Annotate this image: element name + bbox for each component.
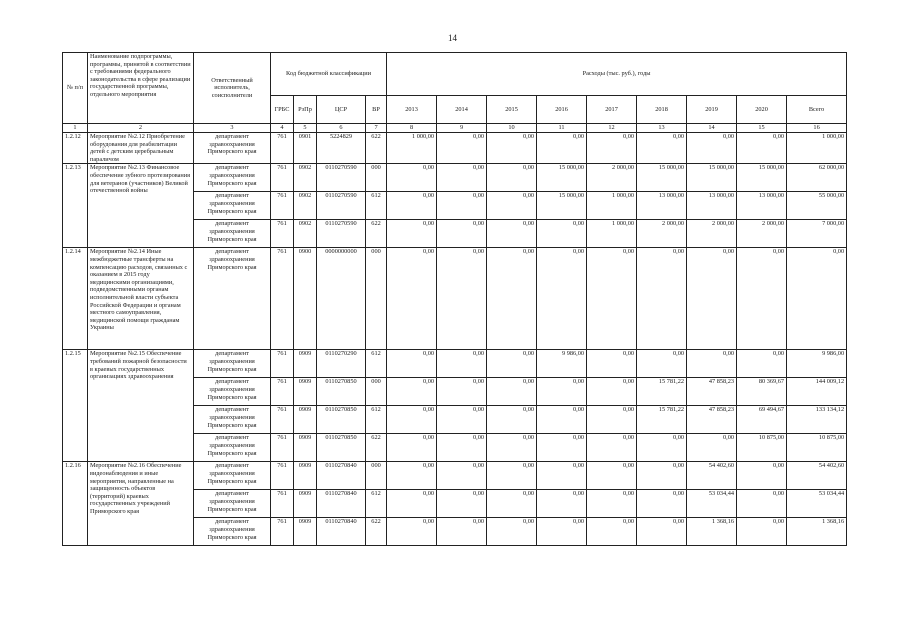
table-row <box>63 133 847 164</box>
total-value: 55 000,00 <box>787 192 847 220</box>
year-value: 0,00 <box>437 192 487 220</box>
grbs-code: 761 <box>271 490 294 518</box>
year-value: 0,00 <box>487 192 537 220</box>
year-value: 0,00 <box>537 434 587 462</box>
csr-code: 0110270850 <box>317 378 366 406</box>
year-value: 0,00 <box>587 133 637 164</box>
year-value: 0,00 <box>437 248 487 350</box>
year-value: 15 781,22 <box>637 378 687 406</box>
rzpr-code: 0909 <box>294 378 317 406</box>
responsible-executor: департамент здравоохранения Приморского края <box>194 406 271 434</box>
year-value: 0,00 <box>387 406 437 434</box>
responsible-executor: департамент здравоохранения Приморского края <box>194 164 271 192</box>
subheader-cell: ГРБС <box>271 96 294 124</box>
csr-code: 0110270850 <box>317 406 366 434</box>
column-number-cell: 15 <box>737 124 787 133</box>
column-number-cell: 12 <box>587 124 637 133</box>
vr-code: 612 <box>366 490 387 518</box>
vr-code: 622 <box>366 434 387 462</box>
subheader-cell: 2016 <box>537 96 587 124</box>
year-value: 0,00 <box>487 248 537 350</box>
vr-code: 000 <box>366 378 387 406</box>
year-value: 0,00 <box>587 350 637 378</box>
subheader-cell: 2018 <box>637 96 687 124</box>
year-value: 0,00 <box>587 462 637 490</box>
vr-code: 622 <box>366 133 387 164</box>
total-value: 7 000,00 <box>787 220 847 248</box>
year-value: 15 000,00 <box>637 164 687 192</box>
grbs-code: 761 <box>271 462 294 490</box>
activity-name: Мероприятие №2.16 Обеспечение видеонаблюдения и иные мероприятия, направленные на защищенность объектов (территорий) краевых государственных учреждений Приморского края <box>88 462 194 546</box>
year-value: 1 000,00 <box>587 220 637 248</box>
csr-code: 0110270590 <box>317 220 366 248</box>
subheader-cell: 2017 <box>587 96 637 124</box>
column-number-cell: 1 <box>63 124 88 133</box>
rzpr-code: 0909 <box>294 350 317 378</box>
year-value: 0,00 <box>387 192 437 220</box>
grbs-code: 761 <box>271 192 294 220</box>
rzpr-code: 0901 <box>294 133 317 164</box>
year-value: 0,00 <box>637 434 687 462</box>
year-value: 0,00 <box>687 350 737 378</box>
year-value: 0,00 <box>537 406 587 434</box>
year-value: 0,00 <box>437 462 487 490</box>
row-number: 1.2.14 <box>63 248 88 350</box>
csr-code: 0110270850 <box>317 434 366 462</box>
csr-code: 0000000000 <box>317 248 366 350</box>
year-value: 0,00 <box>587 248 637 350</box>
year-value: 0,00 <box>487 133 537 164</box>
grbs-code: 761 <box>271 378 294 406</box>
column-number-cell: 2 <box>88 124 194 133</box>
csr-code: 0110270290 <box>317 350 366 378</box>
year-value: 0,00 <box>387 518 437 546</box>
year-value: 0,00 <box>387 434 437 462</box>
rzpr-code: 0902 <box>294 220 317 248</box>
year-value: 15 000,00 <box>687 164 737 192</box>
year-value: 0,00 <box>587 434 637 462</box>
column-number-cell: 11 <box>537 124 587 133</box>
column-number-cell: 4 <box>271 124 294 133</box>
responsible-executor: департамент здравоохранения Приморского края <box>194 378 271 406</box>
year-value: 0,00 <box>737 462 787 490</box>
year-value: 0,00 <box>487 350 537 378</box>
activity-name: Мероприятие №2.13 Финансовое обеспечение зубного протезирования для ветеранов (участников) Великой отечественной войны <box>88 164 194 248</box>
year-value: 15 000,00 <box>537 192 587 220</box>
vr-code: 622 <box>366 220 387 248</box>
year-value: 0,00 <box>487 518 537 546</box>
column-number-cell: 7 <box>366 124 387 133</box>
year-value: 0,00 <box>437 378 487 406</box>
rzpr-code: 0900 <box>294 248 317 350</box>
total-value: 1 000,00 <box>787 133 847 164</box>
year-value: 1 368,16 <box>687 518 737 546</box>
year-value: 0,00 <box>687 248 737 350</box>
grbs-code: 761 <box>271 350 294 378</box>
rzpr-code: 0902 <box>294 192 317 220</box>
year-value: 0,00 <box>387 220 437 248</box>
csr-code: 0110270840 <box>317 518 366 546</box>
grbs-code: 761 <box>271 220 294 248</box>
table-header <box>63 53 847 133</box>
year-value: 1 000,00 <box>387 133 437 164</box>
year-value: 0,00 <box>737 248 787 350</box>
year-value: 15 000,00 <box>537 164 587 192</box>
row-number: 1.2.13 <box>63 164 88 248</box>
year-value: 0,00 <box>487 164 537 192</box>
year-value: 0,00 <box>437 490 487 518</box>
total-value: 53 034,44 <box>787 490 847 518</box>
year-value: 2 000,00 <box>687 220 737 248</box>
year-value: 13 000,00 <box>687 192 737 220</box>
budget-table <box>62 52 847 546</box>
column-number-cell: 6 <box>317 124 366 133</box>
year-value: 0,00 <box>537 490 587 518</box>
year-value: 0,00 <box>487 490 537 518</box>
table-row <box>63 164 847 192</box>
year-value: 0,00 <box>537 518 587 546</box>
year-value: 0,00 <box>637 490 687 518</box>
table-row <box>63 350 847 378</box>
year-value: 0,00 <box>637 518 687 546</box>
grbs-code: 761 <box>271 406 294 434</box>
subheader-cell: 2019 <box>687 96 737 124</box>
year-value: 47 858,23 <box>687 378 737 406</box>
responsible-executor: департамент здравоохранения Приморского края <box>194 192 271 220</box>
year-value: 0,00 <box>737 350 787 378</box>
rzpr-code: 0902 <box>294 164 317 192</box>
column-number-cell: 16 <box>787 124 847 133</box>
rzpr-code: 0909 <box>294 406 317 434</box>
subheader-cell: 2020 <box>737 96 787 124</box>
year-value: 0,00 <box>537 462 587 490</box>
table-row <box>63 248 847 350</box>
year-value: 9 986,00 <box>537 350 587 378</box>
column-number-cell: 13 <box>637 124 687 133</box>
header-col-responsible: Ответственный исполнитель, соисполнители <box>194 53 271 124</box>
total-value: 1 368,16 <box>787 518 847 546</box>
year-value: 13 000,00 <box>737 192 787 220</box>
column-number-cell: 10 <box>487 124 537 133</box>
year-value: 0,00 <box>487 220 537 248</box>
year-value: 0,00 <box>587 378 637 406</box>
total-value: 62 000,00 <box>787 164 847 192</box>
year-value: 0,00 <box>437 220 487 248</box>
year-value: 0,00 <box>587 490 637 518</box>
csr-code: 5224829 <box>317 133 366 164</box>
year-value: 47 858,23 <box>687 406 737 434</box>
responsible-executor: департамент здравоохранения Приморского края <box>194 462 271 490</box>
year-value: 0,00 <box>387 378 437 406</box>
total-value: 54 402,60 <box>787 462 847 490</box>
year-value: 0,00 <box>437 518 487 546</box>
responsible-executor: департамент здравоохранения Приморского края <box>194 220 271 248</box>
column-number-cell: 14 <box>687 124 737 133</box>
year-value: 2 000,00 <box>737 220 787 248</box>
csr-code: 0110270590 <box>317 192 366 220</box>
year-value: 0,00 <box>437 133 487 164</box>
year-value: 0,00 <box>387 350 437 378</box>
rzpr-code: 0909 <box>294 490 317 518</box>
activity-name: Мероприятие №2.15 Обеспечение требований пожарной безопасности в краевых государственных организациях здравоохранения <box>88 350 194 462</box>
row-number: 1.2.12 <box>63 133 88 164</box>
year-value: 0,00 <box>387 248 437 350</box>
year-value: 0,00 <box>487 406 537 434</box>
rzpr-code: 0909 <box>294 462 317 490</box>
year-value: 0,00 <box>687 133 737 164</box>
subheader-cell: 2015 <box>487 96 537 124</box>
header-col-name: Наименование подпрограммы, программы, принятой в соответствии с требованиями федерального законодательства в сфере реализации государственной программы, отдельного мероприятия <box>88 53 194 124</box>
year-value: 0,00 <box>737 133 787 164</box>
year-value: 80 369,67 <box>737 378 787 406</box>
header-col-budget-code: Код бюджетной классификации <box>271 53 387 96</box>
table-row <box>63 462 847 490</box>
column-number-cell: 9 <box>437 124 487 133</box>
rzpr-code: 0909 <box>294 518 317 546</box>
csr-code: 0110270840 <box>317 462 366 490</box>
header-col-no: № п/п <box>63 53 88 124</box>
responsible-executor: департамент здравоохранения Приморского края <box>194 434 271 462</box>
year-value: 0,00 <box>637 462 687 490</box>
year-value: 0,00 <box>437 350 487 378</box>
grbs-code: 761 <box>271 248 294 350</box>
total-value: 10 875,00 <box>787 434 847 462</box>
subheader-cell: ВР <box>366 96 387 124</box>
subheader-cell: РзПр <box>294 96 317 124</box>
year-value: 2 000,00 <box>587 164 637 192</box>
activity-name: Мероприятие №2.12 Приобретение оборудования для реабилитации детей с детским церебральным параличом <box>88 133 194 164</box>
year-value: 54 402,60 <box>687 462 737 490</box>
responsible-executor: департамент здравоохранения Приморского края <box>194 133 271 164</box>
grbs-code: 761 <box>271 133 294 164</box>
year-value: 0,00 <box>637 133 687 164</box>
subheader-cell: 2014 <box>437 96 487 124</box>
year-value: 0,00 <box>537 133 587 164</box>
total-value: 144 009,12 <box>787 378 847 406</box>
year-value: 0,00 <box>537 378 587 406</box>
year-value: 15 000,00 <box>737 164 787 192</box>
year-value: 0,00 <box>537 248 587 350</box>
rzpr-code: 0909 <box>294 434 317 462</box>
year-value: 0,00 <box>637 248 687 350</box>
vr-code: 612 <box>366 406 387 434</box>
total-value: 9 986,00 <box>787 350 847 378</box>
vr-code: 622 <box>366 518 387 546</box>
year-value: 0,00 <box>487 462 537 490</box>
responsible-executor: департамент здравоохранения Приморского края <box>194 350 271 378</box>
grbs-code: 761 <box>271 434 294 462</box>
year-value: 0,00 <box>437 164 487 192</box>
total-value: 133 134,12 <box>787 406 847 434</box>
total-value: 0,00 <box>787 248 847 350</box>
vr-code: 612 <box>366 350 387 378</box>
responsible-executor: департамент здравоохранения Приморского края <box>194 490 271 518</box>
year-value: 0,00 <box>437 406 487 434</box>
year-value: 0,00 <box>737 490 787 518</box>
year-value: 0,00 <box>387 490 437 518</box>
vr-code: 000 <box>366 164 387 192</box>
grbs-code: 761 <box>271 164 294 192</box>
subheader-cell: 2013 <box>387 96 437 124</box>
year-value: 53 034,44 <box>687 490 737 518</box>
vr-code: 000 <box>366 462 387 490</box>
row-number: 1.2.15 <box>63 350 88 462</box>
year-value: 0,00 <box>637 350 687 378</box>
subheader-cell: ЦСР <box>317 96 366 124</box>
row-number: 1.2.16 <box>63 462 88 546</box>
year-value: 0,00 <box>587 406 637 434</box>
year-value: 0,00 <box>487 434 537 462</box>
year-value: 0,00 <box>437 434 487 462</box>
column-number-cell: 5 <box>294 124 317 133</box>
year-value: 15 781,22 <box>637 406 687 434</box>
vr-code: 612 <box>366 192 387 220</box>
year-value: 69 494,67 <box>737 406 787 434</box>
table-body <box>63 133 847 546</box>
column-number-cell: 3 <box>194 124 271 133</box>
year-value: 1 000,00 <box>587 192 637 220</box>
responsible-executor: департамент здравоохранения Приморского края <box>194 248 271 350</box>
year-value: 13 000,00 <box>637 192 687 220</box>
activity-name: Мероприятие №2.14 Иные межбюджетные трансферты на компенсацию расходов, связанных с оказанием в 2015 году медицинскими организациями, подведомственными органам исполнительной власти субъекта Российской Федерации и органам местного самоуправления, медицинской помощи гражданам Украины <box>88 248 194 350</box>
year-value: 0,00 <box>387 462 437 490</box>
responsible-executor: департамент здравоохранения Приморского края <box>194 518 271 546</box>
year-value: 0,00 <box>737 518 787 546</box>
year-value: 0,00 <box>587 518 637 546</box>
csr-code: 0110270590 <box>317 164 366 192</box>
column-number-row <box>63 124 847 133</box>
page-number: 14 <box>448 33 457 43</box>
year-value: 0,00 <box>487 378 537 406</box>
subheader-cell: Всего <box>787 96 847 124</box>
year-value: 0,00 <box>687 434 737 462</box>
column-number-cell: 8 <box>387 124 437 133</box>
year-value: 0,00 <box>387 164 437 192</box>
vr-code: 000 <box>366 248 387 350</box>
csr-code: 0110270840 <box>317 490 366 518</box>
year-value: 0,00 <box>537 220 587 248</box>
header-col-expenses: Расходы (тыс. руб.), годы <box>387 53 847 96</box>
grbs-code: 761 <box>271 518 294 546</box>
year-value: 10 875,00 <box>737 434 787 462</box>
year-value: 2 000,00 <box>637 220 687 248</box>
